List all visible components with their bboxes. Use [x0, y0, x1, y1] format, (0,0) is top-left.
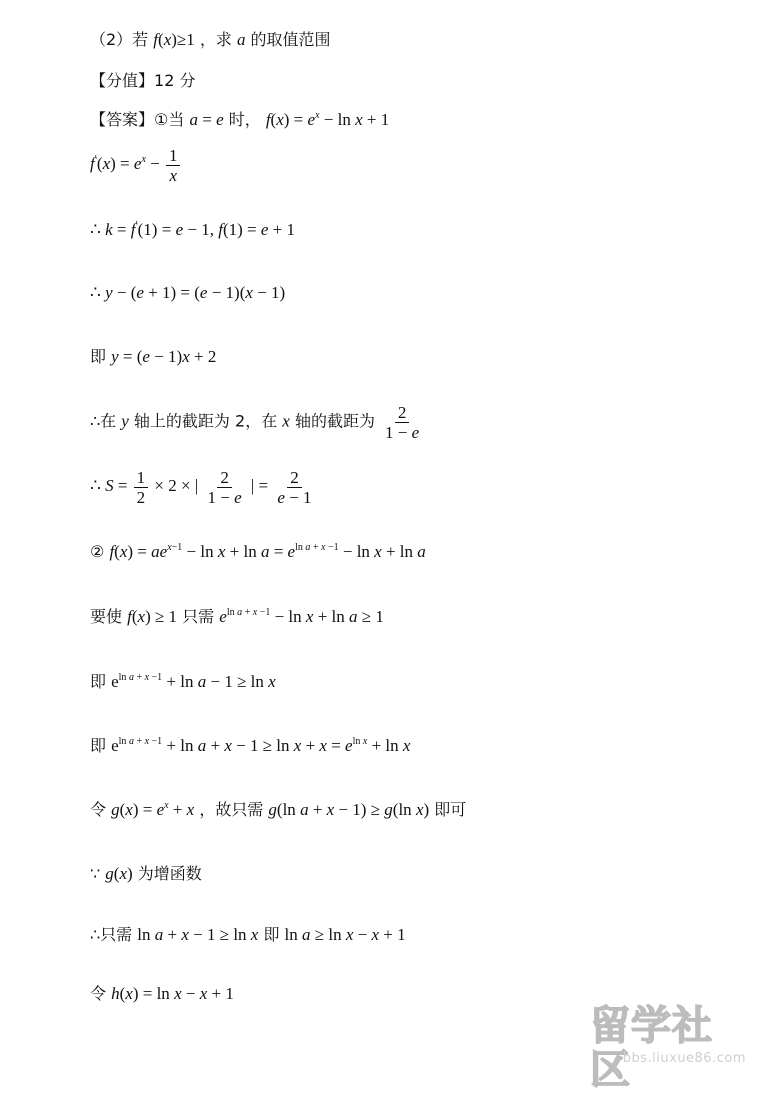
reduced-inequality: ∴只需 ln a + x − 1 ≥ ln x 即 ln a ≥ ln x − x + 1 [90, 925, 406, 944]
watermark-url: bbs.liuxue86.com [622, 1051, 746, 1066]
score-line: 【分值】12 分 [90, 71, 196, 90]
derivative-formula: $f'(x) = e^x$ − $\frac{1}{x}$ [90, 146, 182, 185]
auxiliary-function-h: 令 h(x) = ln x − x + 1 [90, 984, 234, 1003]
slope-formula: ∴ k = f′(1) = e − 1, f(1) = e + 1 [90, 220, 295, 239]
monotonic-statement: ∵ g(x) 为增函数 [90, 864, 202, 883]
area-formula: ∴ S = $\frac{1}{2}$ × 2 × | $\frac{2}{1 - e}$ | = $\frac{2}{e - 1}$ [90, 468, 312, 507]
inequality-step-2: 即 $e^{ln a + x -1} + \ln a + x - 1 \ge \ln x + x = e^{ln x} + \ln x$ [90, 736, 411, 755]
requirement-line: 要使 f(x) ≥ 1 只需 $e^{ln a + x -1} - \ln x + \ln a \ge 1$ [90, 607, 384, 626]
intercepts-line: ∴在 y 轴上的截距为 2，在 x 轴的截距为 $\frac{2}{1 - e}$ [90, 403, 420, 442]
tangent-line-equation: ∴ y − (e + 1) = (e − 1)(x − 1) [90, 283, 286, 302]
condition-formula: f(x)≥1 [153, 30, 195, 49]
tangent-line-simplified: 即 y = (e − 1)x + 2 [90, 347, 217, 366]
part-2-function: ② $f(x) = ae^{x-1} - \ln x + \ln a = e^{ln a + x -1} - \ln x + \ln a$ [90, 542, 426, 561]
question-part-2: （2）若 f(x)≥1 ，求 a 的取值范围 [90, 30, 331, 49]
auxiliary-function-g: 令 $g(x) = e^x + x$ ，故只需 g(ln a + x − 1) ≥ g(ln x) 即可 [90, 800, 467, 819]
function-definition: $f(x) = e^x - \ln x + 1$ [265, 110, 390, 129]
answer-heading-line: 【答案】①当 a = e 时， $f(x) = e^x - \ln x + 1$ [90, 110, 390, 129]
watermark [590, 1003, 750, 1093]
watermark-logo: 留学社区 [590, 1003, 713, 1093]
inequality-step-1: 即 $e^{ln a + x -1} + \ln a - 1 \ge \ln x$ [90, 672, 276, 691]
